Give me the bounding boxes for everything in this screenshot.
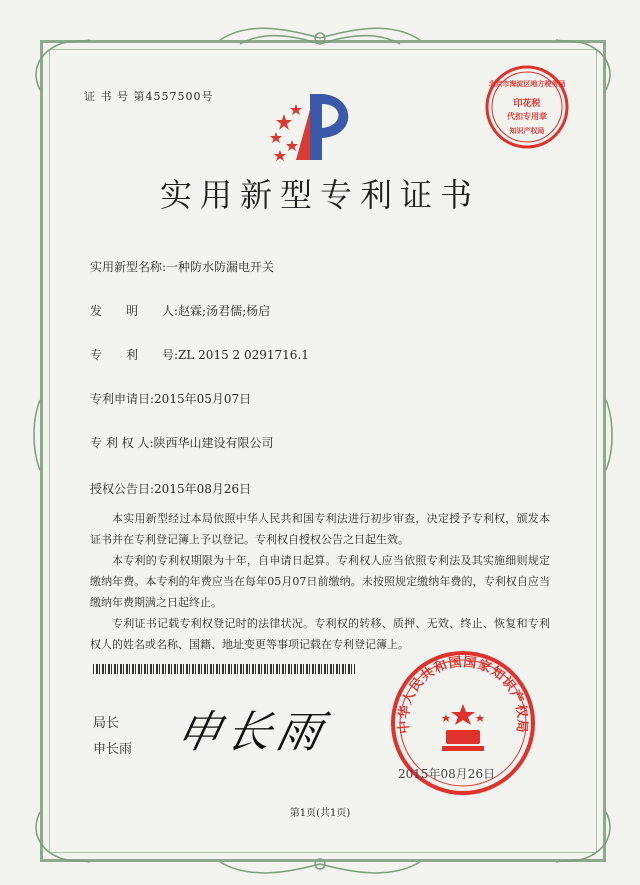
field-name-label: 实用新型名称: (90, 260, 167, 274)
field-application-date-value: 2015年05月07日 (154, 392, 252, 406)
svg-text:代扣专用章: 代扣专用章 (507, 112, 547, 121)
tax-stamp-seal (482, 62, 572, 152)
certificate-title: 实用新型专利证书 (159, 176, 480, 214)
field-inventor (90, 302, 270, 319)
certificate-number: 证 书 号 第4557500号 (84, 90, 214, 103)
field-patentee (90, 434, 274, 451)
signatory-title: 局长 (93, 716, 120, 731)
field-name (90, 258, 274, 275)
field-grant-date (90, 480, 251, 497)
field-patentee-label: 专 利 权 人: (90, 436, 154, 450)
svg-text:知识产权局: 知识产权局 (509, 127, 545, 135)
body-paragraph-3: 专利证书记载专利权登记时的法律状况。专利权的转移、质押、无效、终止、恢复和专利权人的姓名或名称、国籍、地址变更等事项记载在专利登记簿上。 (90, 617, 550, 651)
field-application-date (90, 390, 251, 407)
svg-text:中华人民共和国国家知识产权局 (396, 654, 531, 734)
patent-office-logo (266, 90, 356, 170)
official-seal-text: 中华人民共和国国家知识产权局 (396, 654, 530, 735)
field-inventor-label: 发 明 人: (90, 304, 179, 318)
field-grant-date-label: 授权公告日: (90, 482, 155, 496)
field-grant-date-value: 2015年08月26日 (154, 482, 252, 496)
svg-text:印花税: 印花税 (513, 99, 541, 109)
field-name-value: 一种防水防漏电开关 (166, 260, 275, 274)
signatory-name: 申长雨 (93, 742, 133, 757)
certificate-body (90, 508, 550, 655)
body-paragraph-2: 本专利的专利权期限为十年，自申请日起算。专利权人应当依照专利法及其实施细则规定缴纳年费。本专利的年费应当在每年05月07日前缴纳。未按照规定缴纳年费的，专利权自应当缴纳年费期满之日起终止。 (90, 554, 550, 609)
field-patentee-value: 陕西华山建设有限公司 (153, 436, 274, 450)
svg-text:北京市海淀区地方税务局: 北京市海淀区地方税务局 (488, 80, 566, 88)
handwritten-signature: 申长雨 (171, 707, 333, 758)
field-patent-number-value: ZL 2015 2 0291716.1 (178, 348, 309, 362)
field-patent-number-label: 专 利 号: (90, 348, 179, 362)
field-patent-number (90, 346, 309, 363)
page-number: 第1页(共1页) (289, 808, 351, 819)
barcode (93, 664, 355, 674)
body-paragraph-1: 本实用新型经过本局依照中华人民共和国专利法进行初步审查，决定授予专利权，颁发本证书并在专利登记簿上予以登记。专利权自授权公告之日起生效。 (90, 512, 550, 546)
field-application-date-label: 专利申请日: (90, 392, 155, 406)
field-inventor-value: 赵霖;汤君儒;杨启 (178, 304, 271, 318)
issue-date: 2015年08月26日 (398, 767, 496, 781)
